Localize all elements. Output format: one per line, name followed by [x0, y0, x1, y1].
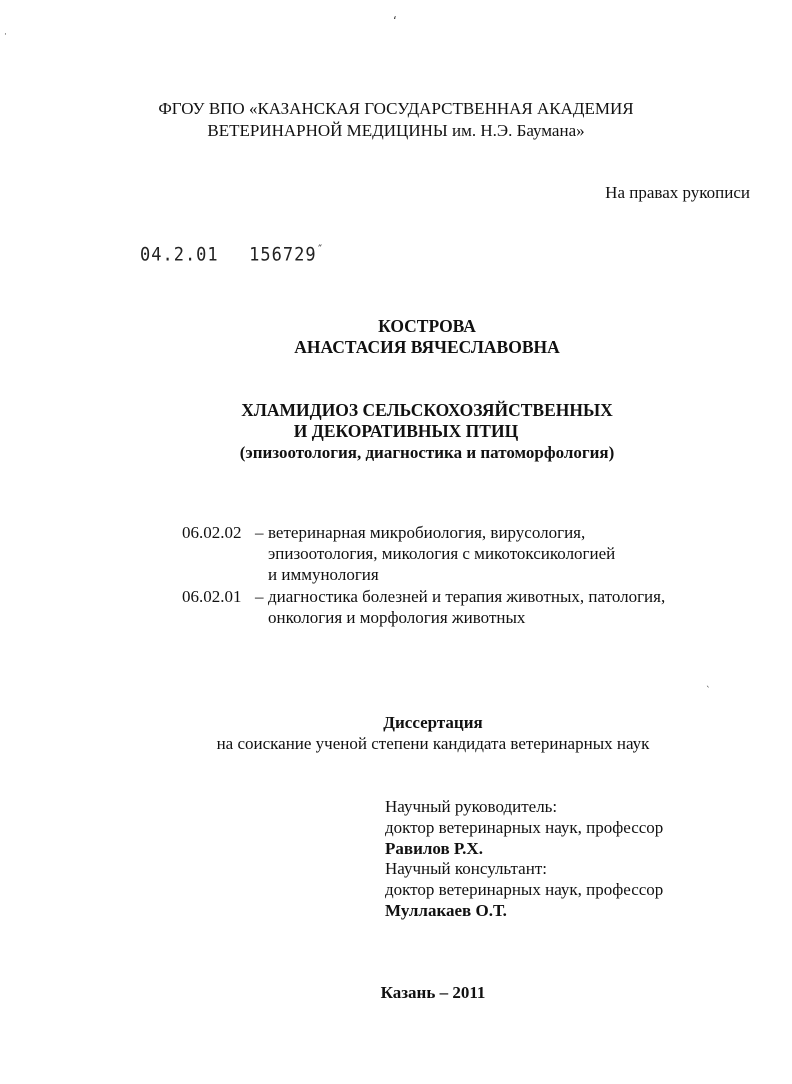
- specialty-text-line: онкология и морфология животных: [268, 608, 526, 627]
- library-stamp: 04.2.01 156729˝: [140, 244, 324, 266]
- scan-mark-left: ·: [4, 30, 7, 40]
- title-line-2: И ДЕКОРАТИВНЫХ ПТИЦ: [293, 421, 519, 441]
- stamp-date: 04.2.01: [140, 244, 219, 266]
- place-year: Казань – 2011: [380, 983, 486, 1002]
- manuscript-note: На правах рукописи: [605, 183, 750, 202]
- specialty-dash: –: [255, 523, 264, 542]
- advisor-label: Научный руководитель:: [385, 797, 558, 816]
- specialty-code: 06.02.02: [182, 523, 242, 542]
- specialties-block: [0, 522, 792, 632]
- specialty-text-line: и иммунология: [268, 565, 379, 584]
- specialty-text-line: диагностика болезней и терапия животных, патология,: [268, 587, 666, 606]
- consultant-degree: доктор ветеринарных наук, профессор: [385, 880, 664, 899]
- stamp-number: 156729: [249, 244, 317, 266]
- institution-line-2: ВЕТЕРИНАРНОЙ МЕДИЦИНЫ им. Н.Э. Баумана»: [207, 121, 585, 140]
- scan-mark-right: ˋ: [706, 686, 711, 696]
- dissertation-purpose: на соискание ученой степени кандидата ветеринарных наук: [216, 734, 650, 753]
- scan-mark-top: ʻ: [393, 14, 397, 28]
- consultant-label: Научный консультант:: [385, 859, 547, 878]
- institution-line-1: ФГОУ ВПО «КАЗАНСКАЯ ГОСУДАРСТВЕННАЯ АКАДЕМИЯ: [158, 99, 634, 118]
- author-given-names: АНАСТАСИЯ ВЯЧЕСЛАВОВНА: [294, 337, 560, 357]
- advisor-name: Равилов Р.Х.: [385, 839, 483, 858]
- advisor-degree: доктор ветеринарных наук, профессор: [385, 818, 664, 837]
- specialty-text-line: эпизоотология, микология с микотоксикологией: [268, 544, 616, 563]
- title-subtitle: (эпизоотология, диагностика и патоморфология): [239, 443, 615, 462]
- specialty-code: 06.02.01: [182, 587, 242, 606]
- specialty-text-line: ветеринарная микробиология, вирусология,: [268, 523, 586, 542]
- specialty-dash: –: [255, 587, 264, 606]
- author-surname: КОСТРОВА: [378, 316, 476, 336]
- title-line-1: ХЛАМИДИОЗ СЕЛЬСКОХОЗЯЙСТВЕННЫХ: [241, 400, 613, 420]
- dissertation-label: Диссертация: [383, 713, 483, 732]
- consultant-name: Муллакаев О.Т.: [385, 901, 507, 920]
